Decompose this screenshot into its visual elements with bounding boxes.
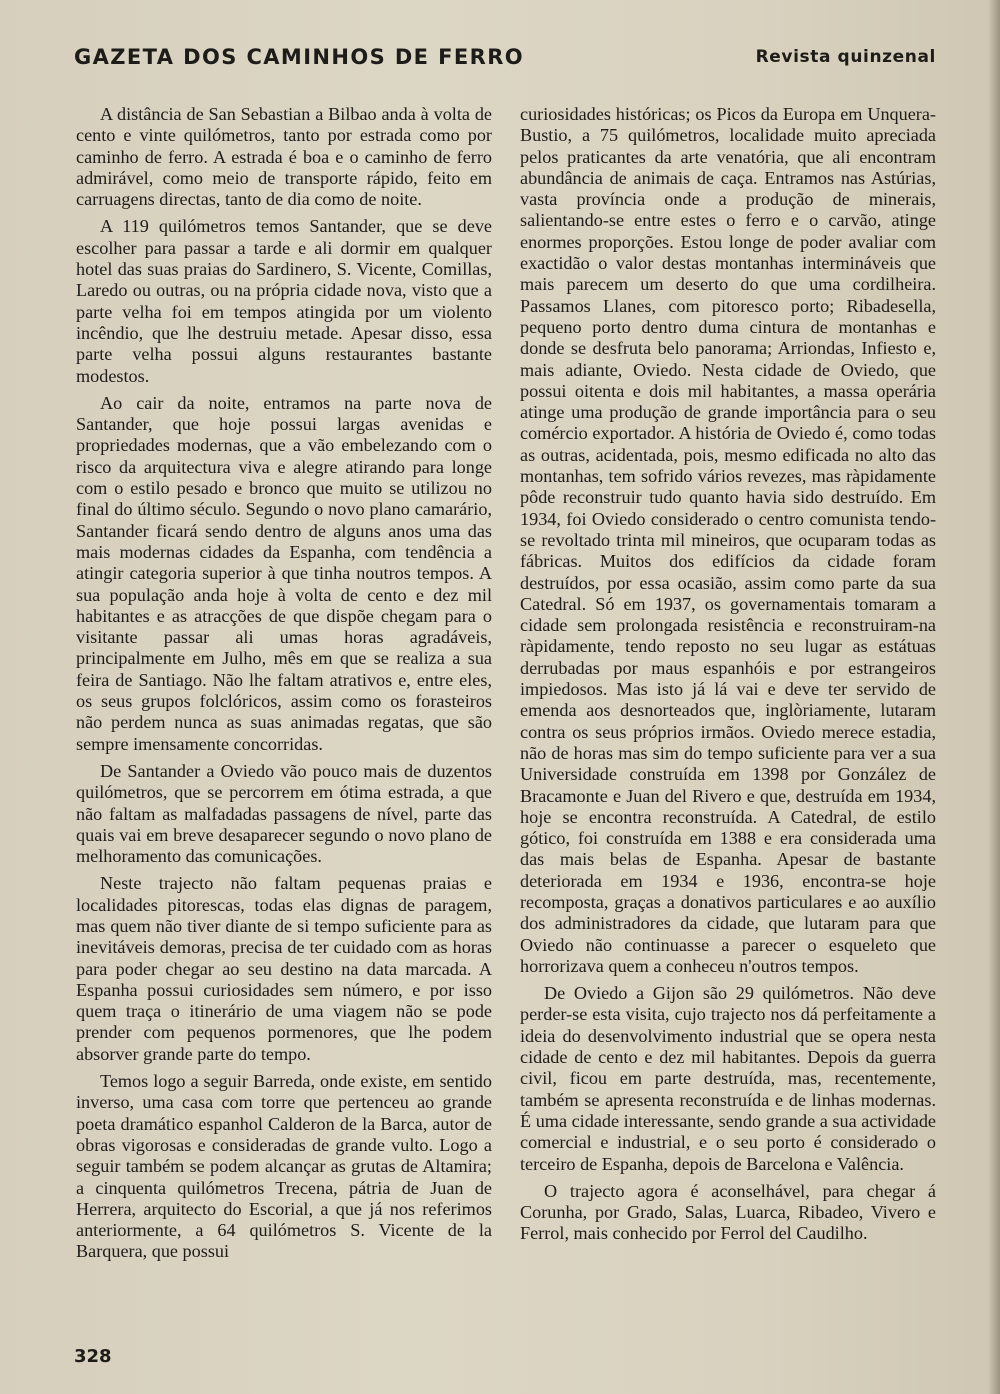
page-edge-shadow xyxy=(988,0,1000,1394)
paragraph: De Santander a Oviedo vão pouco mais de duzentos quilómetros, que se percorrem em ótima estrada, a que não faltam as malfadadas passagens de nível, parte das quais vai em breve desaparecer segundo o novo plano de melhoramento das comunicações. xyxy=(76,760,492,867)
paragraph: Ao cair da noite, entramos na parte nova de Santander, que hoje possui largas avenidas e propriedades modernas, que a vão embelezando com o risco da arquitectura viva e alegre atirando para longe com o estilo pesado e bronco que muito se utilizou no final do último século. Segundo o novo plano camarário, Santander ficará sendo dentro de alguns anos uma das mais modernas cidades da Espanha, com tendência a atingir categoria superior à que tinha noutros tempos. A sua população anda hoje à volta de cento e dez mil habitantes e as atracções de que dispõe chegam para o visitante passar ali umas horas agradáveis, principalmente em Julho, mês em que se realiza a sua feira de Santiago. Não lhe faltam atrativos e, entre eles, os seus grupos folclóricos, assim como os forasteiros não perdem nunca as suas animadas regatas, que são sempre imensamente concorridas. xyxy=(76,392,492,754)
left-column xyxy=(76,104,492,1269)
masthead-subtitle: Revista quinzenal xyxy=(755,47,936,67)
paragraph: O trajecto agora é aconselhável, para chegar á Corunha, por Grado, Salas, Luarca, Ribadeo, Vivero e Ferrol, mais conhecido por Ferrol del Caudilho. xyxy=(520,1180,936,1244)
right-column xyxy=(520,104,936,1251)
masthead-title: GAZETA DOS CAMINHOS DE FERRO xyxy=(74,45,525,69)
paragraph: Neste trajecto não faltam pequenas praias e localidades pitorescas, todas elas dignas de paragem, mas quem não tiver diante de si tempo suficiente para as inevitáveis demoras, precisa de ter cuidado com as horas para poder chegar ao seu destino na data marcada. A Espanha possui curiosidades sem número, e por isso quem traça o itinerário de uma viagem não se pode prender com pequenos pormenores, que lhe podem absorver grande parte do tempo. xyxy=(76,873,492,1064)
paragraph: De Oviedo a Gijon são 29 quilómetros. Não deve perder-se esta visita, cujo trajecto nos dá perfeitamente a ideia do desenvolvimento industrial que se opera nesta cidade de cento e dez mil habitantes. Depois da guerra civil, ficou em parte destruída, mas, recentemente, também se apresenta reconstruída e de linhas modernas. É uma cidade interessante, sendo grande a sua actividade comercial e industrial, e o seu porto é considerado o terceiro de Espanha, depois de Barcelona e Valência. xyxy=(520,983,936,1174)
paragraph: A distância de San Sebastian a Bilbao anda à volta de cento e vinte quilómetros, tanto por estrada como por caminho de ferro. A estrada é boa e o caminho de ferro admirável, como meio de transporte rápido, feito em carruagens directas, tanto de dia como de noite. xyxy=(76,104,492,210)
paragraph: Temos logo a seguir Barreda, onde existe, em sentido inverso, uma casa com torre que pertenceu ao grande poeta dramático espanhol Calderon de la Barca, autor de obras vigorosas e consideradas de grande vulto. Logo a seguir também se podem alcançar as grutas de Altamira; a cinquenta quilómetros Trecena, pátria de Juan de Herrera, arquitecto do Escorial, a que já nos referimos anteriormente, a 64 quilómetros S. Vicente de la Barquera, que possui xyxy=(76,1071,492,1262)
page-number: 328 xyxy=(74,1346,112,1367)
running-header xyxy=(74,40,936,74)
paragraph-continued: curiosidades históricas; os Picos da Europa em Unquera-Bustio, a 75 quilómetros, localidade muito apreciada pelos praticantes da arte venatória, que ali encontram abundância de animais de caça. Entramos nas Astúrias, vasta província onde a produção de minerais, salientando-se entre estes o ferro e o carvão, atinge enormes proporções. Estou longe de poder avaliar com exactidão o valor destas montanhas intermináveis que mais parecem um deserto do que uma cordilheira. Passamos Llanes, com pitoresco porto; Ribadesella, pequeno porto dentro duma cintura de montanhas e donde se desfruta belo panorama; Arriondas, Infiesto e, mais adiante, Oviedo. Nesta cidade de Oviedo, que possui oitenta e dois mil habitantes, a massa operária atinge uma produção de grande importância para o seu comércio exportador. A história de Oviedo é, como todas as outras, acidentada, pois, mesmo edificada no alto das montanhas, tem sofrido vários revezes, mas ràpidamente pôde reconstruir tudo quanto havia sido destruído. Em 1934, foi Oviedo considerado o centro comunista tendo-se revoltado trinta mil mineiros, que ocuparam todas as fábricas. Muitos dos edifícios da cidade foram destruídos, por essa ocasião, assim como parte da sua Catedral. Só em 1937, os governamentais tomaram a cidade sem prolongada resistência e reconstruiram-na ràpidamente, tendo reposto no seu lugar as estátuas derrubadas por maus espanhóis e por estrangeiros impiedosos. Mas isto já lá vai e deve ter servido de emenda aos desnorteados que, inglòriamente, lutaram contra os seus próprios irmãos. Oviedo merece estadia, não de horas mas sim do tempo suficiente para ver a sua Universidade construída em 1398 por González de Bracamonte e Juan del Rivero e que, destruída em 1934, hoje se encontra reconstruída. A Catedral, de estilo gótico, foi construída em 1388 e era considerada uma das mais belas de Espanha. Apesar de bastante deteriorada em 1934 e 1936, encontra-se hoje recomposta, graças a donativos particulares e ao auxílio dos administradores da cidade, que lutaram para que Oviedo não continuasse a parecer o esqueleto que horrorizava quem a conheceu n'outros tempos. xyxy=(520,104,936,976)
paragraph: A 119 quilómetros temos Santander, que se deve escolher para passar a tarde e ali dormir em qualquer hotel das suas praias do Sardinero, S. Vicente, Comillas, Laredo ou outras, ou na própria cidade nova, visto que a parte velha foi em tempos atingida por um violento incêndio, que lhe destruiu metade. Apesar disso, essa parte velha possui alguns restaurantes bastante modestos. xyxy=(76,216,492,386)
